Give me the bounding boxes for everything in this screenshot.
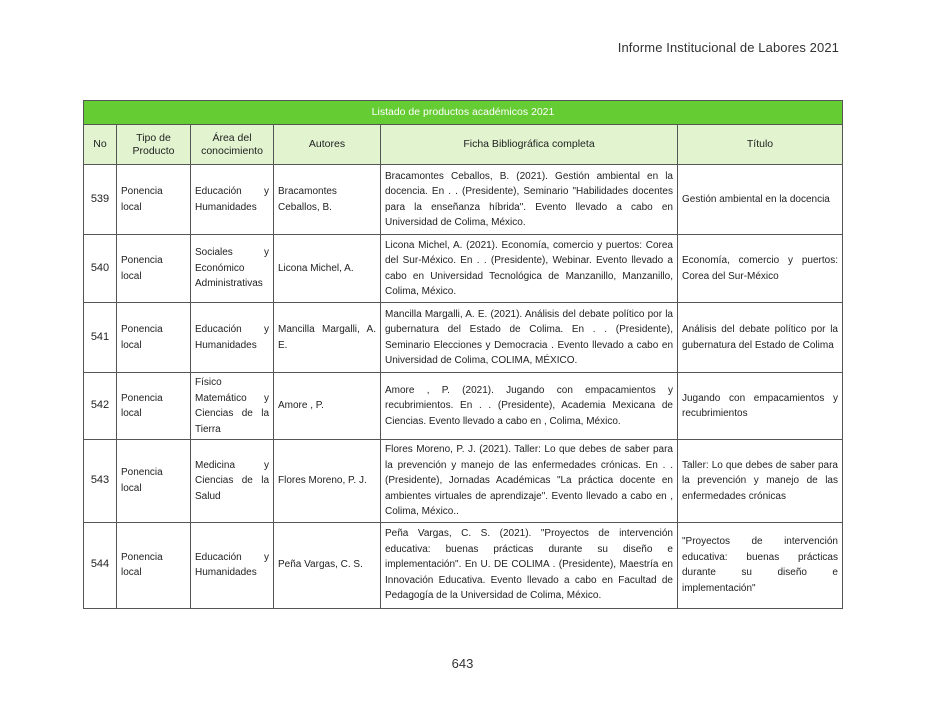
cell-ficha: Amore , P. (2021). Jugando con empacamientos y recubrimientos. En . . (Presidente), Academia Mexicana de Ciencias. Evento llevado a cabo en , Colima, México. bbox=[381, 373, 678, 440]
column-header-titulo: Título bbox=[678, 125, 843, 165]
cell-area: Físico Matemático y Ciencias de la Tierra bbox=[191, 373, 274, 440]
cell-ficha: Mancilla Margalli, A. E. (2021). Análisis del debate político por la gubernatura del Estado de Colima. En . . (Presidente), Seminario Elecciones y Democracia . Evento llevado a cabo en Universidad de Colima, COLIMA, MÉXICO. bbox=[381, 303, 678, 373]
table-header-row bbox=[84, 125, 843, 165]
table-row bbox=[84, 522, 843, 608]
cell-no: 540 bbox=[84, 235, 117, 303]
cell-titulo: "Proyectos de intervención educativa: buenas prácticas durante su diseño e implementación" bbox=[678, 522, 843, 608]
cell-tipo: Ponencia local bbox=[117, 165, 191, 235]
cell-autores: Mancilla Margalli, A. E. bbox=[274, 303, 381, 373]
column-header-ficha: Ficha Bibliográfica completa bbox=[381, 125, 678, 165]
cell-tipo: Ponencia local bbox=[117, 440, 191, 523]
column-header-tipo: Tipo de Producto bbox=[117, 125, 191, 165]
cell-ficha: Licona Michel, A. (2021). Economía, comercio y puertos: Corea del Sur-México. En . . (Presidente), Webinar. Evento llevado a cabo en Universidad Tecnológica de Manzanillo, Manzanillo, Colima, México. bbox=[381, 235, 678, 303]
cell-titulo: Taller: Lo que debes de saber para la prevención y manejo de las enfermedades crónicas bbox=[678, 440, 843, 523]
cell-no: 539 bbox=[84, 165, 117, 235]
cell-no: 544 bbox=[84, 522, 117, 608]
page-number: 643 bbox=[451, 656, 474, 671]
cell-autores: Amore , P. bbox=[274, 373, 381, 440]
table-row bbox=[84, 303, 843, 373]
cell-ficha: Peña Vargas, C. S. (2021). "Proyectos de intervención educativa: buenas prácticas durante su diseño e implementación". En U. DE COLIMA . (Presidente), Maestría en Innovación Educativa. Evento llevado a cabo en Facultad de Pedagogía de la Universidad de Colima, México. bbox=[381, 522, 678, 608]
table-row bbox=[84, 165, 843, 235]
cell-autores: Licona Michel, A. bbox=[274, 235, 381, 303]
cell-area: Sociales y Económico Administrativas bbox=[191, 235, 274, 303]
table-row bbox=[84, 440, 843, 523]
cell-titulo: Gestión ambiental en la docencia bbox=[678, 165, 843, 235]
table-caption-row bbox=[84, 101, 843, 125]
column-header-autores: Autores bbox=[274, 125, 381, 165]
cell-tipo: Ponencia local bbox=[117, 373, 191, 440]
cell-area: Educación y Humanidades bbox=[191, 303, 274, 373]
table-row bbox=[84, 373, 843, 440]
cell-autores: Peña Vargas, C. S. bbox=[274, 522, 381, 608]
cell-titulo: Jugando con empacamientos y recubrimientos bbox=[678, 373, 843, 440]
cell-autores: Flores Moreno, P. J. bbox=[274, 440, 381, 523]
cell-area: Educación y Humanidades bbox=[191, 522, 274, 608]
column-header-area: Área del conocimiento bbox=[191, 125, 274, 165]
cell-tipo: Ponencia local bbox=[117, 235, 191, 303]
cell-no: 543 bbox=[84, 440, 117, 523]
cell-area: Educación y Humanidades bbox=[191, 165, 274, 235]
cell-tipo: Ponencia local bbox=[117, 522, 191, 608]
cell-area: Medicina y Ciencias de la Salud bbox=[191, 440, 274, 523]
column-header-no: No bbox=[84, 125, 117, 165]
cell-titulo: Análisis del debate político por la gubernatura del Estado de Colima bbox=[678, 303, 843, 373]
table-row bbox=[84, 235, 843, 303]
products-table bbox=[83, 100, 843, 609]
cell-titulo: Economía, comercio y puertos: Corea del Sur-México bbox=[678, 235, 843, 303]
cell-ficha: Flores Moreno, P. J. (2021). Taller: Lo que debes de saber para la prevención y manejo de las enfermedades crónicas. En . . (Presidente), Jornadas Académicas "La práctica docente en ambientes virtuales de aprendizaje". Evento llevado a cabo en , Colima, México.. bbox=[381, 440, 678, 523]
cell-no: 541 bbox=[84, 303, 117, 373]
report-title: Informe Institucional de Labores 2021 bbox=[617, 40, 839, 55]
cell-ficha: Bracamontes Ceballos, B. (2021). Gestión ambiental en la docencia. En . . (Presidente), Seminario "Habilidades docentes para la enseñanza híbrida". Evento llevado a cabo en Universidad de Colima, México. bbox=[381, 165, 678, 235]
cell-no: 542 bbox=[84, 373, 117, 440]
cell-tipo: Ponencia local bbox=[117, 303, 191, 373]
table-caption: Listado de productos académicos 2021 bbox=[84, 101, 843, 125]
cell-autores: Bracamontes Ceballos, B. bbox=[274, 165, 381, 235]
